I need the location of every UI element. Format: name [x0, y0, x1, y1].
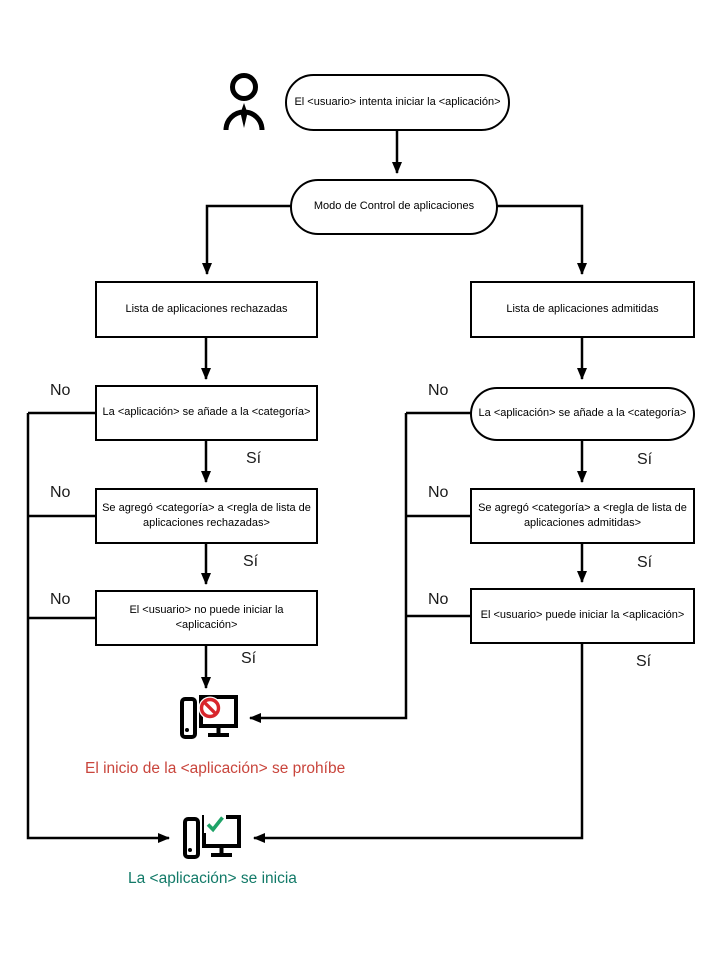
node-allowlist	[470, 281, 695, 338]
outcome-started-text: La <aplicación> se inicia	[128, 870, 297, 887]
yes-label-left-3: Sí	[241, 650, 257, 667]
node-deny-rule	[95, 488, 318, 544]
yes-label-left-1: Sí	[246, 450, 262, 467]
node-mode-label: Modo de Control de aplicaciones	[313, 200, 475, 213]
computer-started-icon	[182, 814, 242, 869]
no-line-right-to-blocked-icon	[250, 413, 406, 718]
node-denylist	[95, 281, 318, 338]
no-label-left-2: No	[50, 484, 71, 501]
yes-label-left-2: Sí	[243, 553, 259, 570]
node-deny-rule-label: Se agregó <categoría> a <regla de lista de aplicaciones rechazadas>	[102, 501, 311, 529]
node-deny-category-label: La <aplicación> se añade a la <categoría>	[102, 406, 311, 419]
computer-blocked-icon	[179, 694, 239, 749]
arrow-user-right-to-started-icon	[254, 644, 582, 838]
node-allow-user-label: El <usuario> puede iniciar la <aplicación>	[480, 609, 685, 622]
node-allow-rule	[470, 488, 695, 544]
node-mode	[290, 179, 498, 235]
node-deny-category	[95, 385, 318, 441]
no-label-right-1: No	[428, 382, 449, 399]
node-deny-user-label: El <usuario> no puede iniciar la <aplicación>	[129, 603, 284, 631]
node-allow-user	[470, 588, 695, 644]
yes-label-right-3: Sí	[636, 653, 652, 670]
yes-label-right-1: Sí	[637, 451, 653, 468]
no-label-left-3: No	[50, 591, 71, 608]
node-allow-category-label: La <aplicación> se añade a la <categoría>	[478, 407, 687, 420]
no-label-left-1: No	[50, 382, 71, 399]
arrow-mode-to-allowlist	[496, 206, 582, 274]
outcome-prohibited-text: El inicio de la <aplicación> se prohíbe	[85, 760, 346, 777]
node-allow-category	[470, 387, 695, 441]
yes-label-right-2: Sí	[637, 554, 653, 571]
no-label-right-2: No	[428, 484, 449, 501]
arrow-mode-to-denylist	[207, 206, 292, 274]
user-icon	[222, 72, 266, 137]
node-denylist-label: Lista de aplicaciones rechazadas	[125, 302, 288, 315]
node-deny-user	[95, 590, 318, 646]
node-allow-rule-label: Se agregó <categoría> a <regla de lista de aplicaciones admitidas>	[478, 501, 687, 529]
node-start-label: El <usuario> intenta iniciar la <aplicación>	[294, 95, 501, 108]
node-start	[285, 74, 510, 131]
no-label-right-3: No	[428, 591, 449, 608]
node-allowlist-label: Lista de aplicaciones admitidas	[506, 302, 659, 315]
